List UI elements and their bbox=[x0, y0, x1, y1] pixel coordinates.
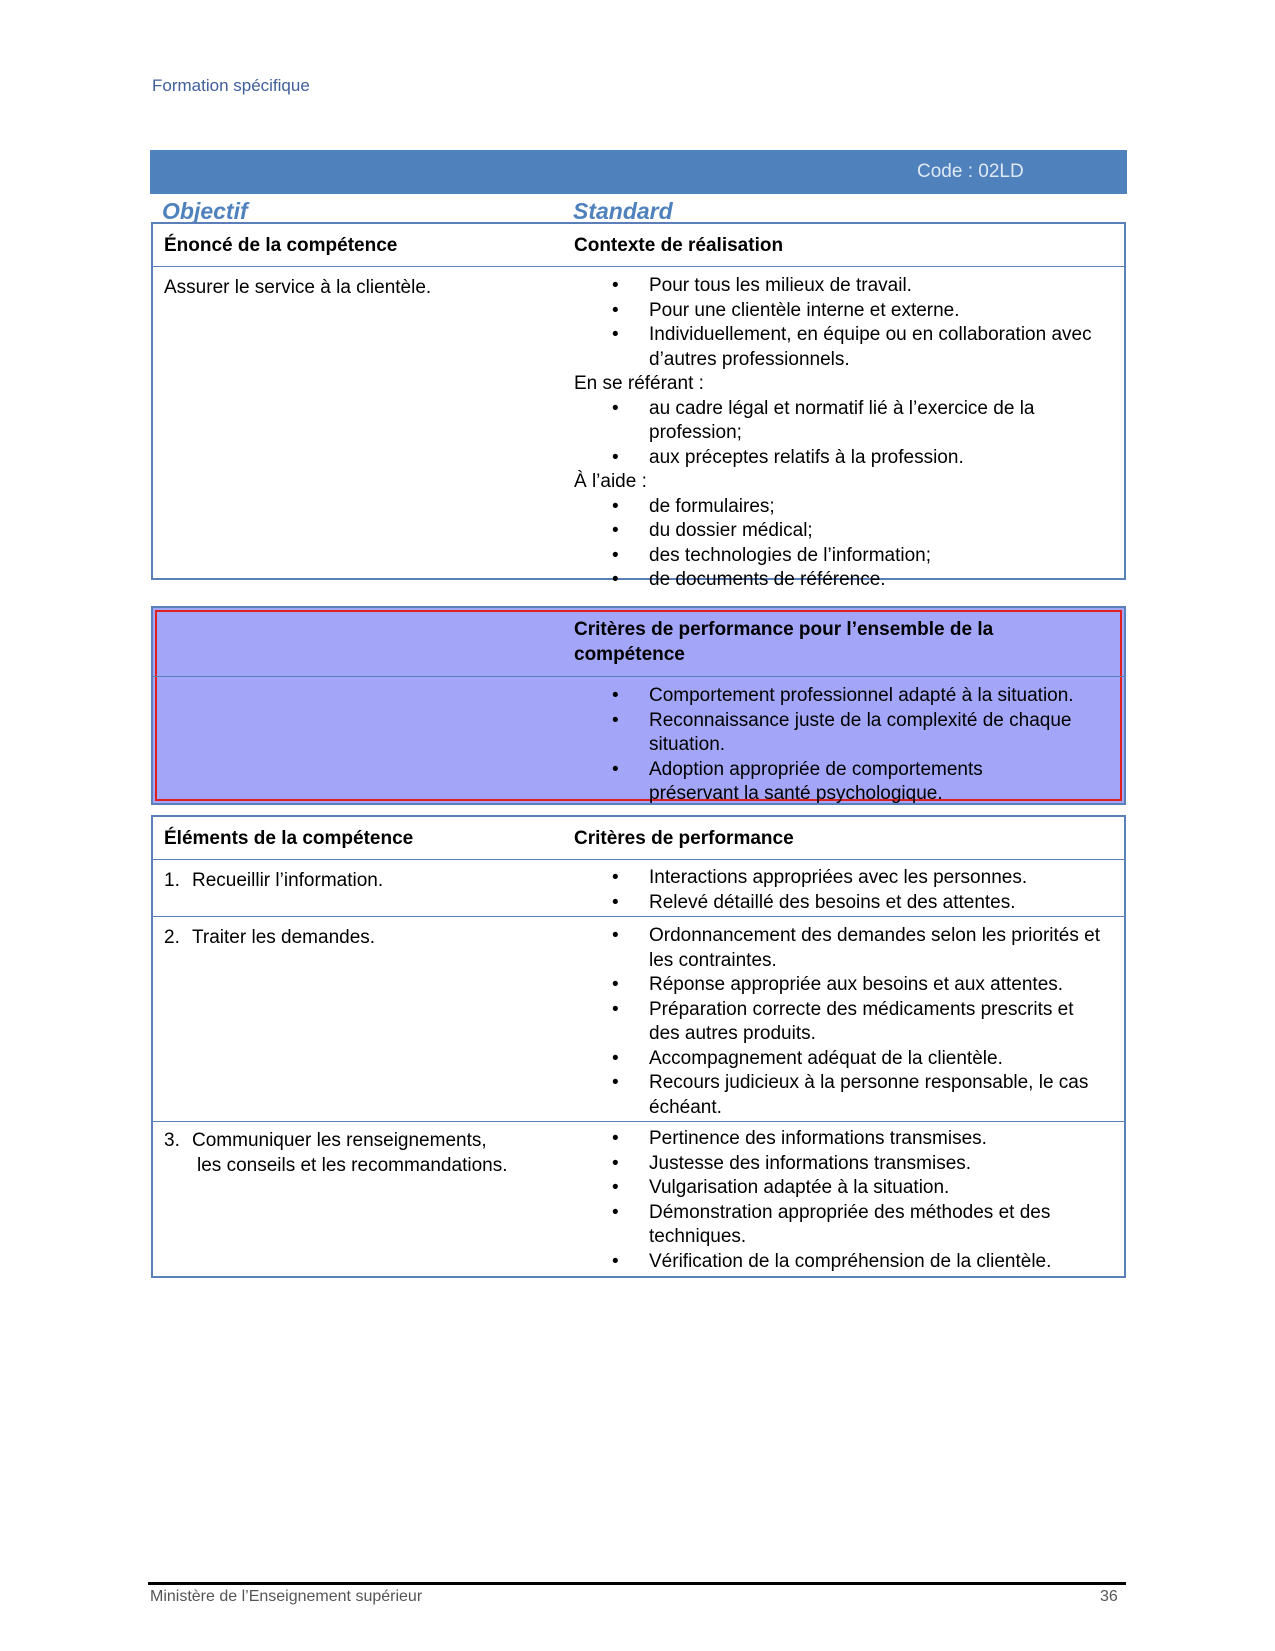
page-number: 36 bbox=[1100, 1588, 1118, 1605]
running-title: Formation spécifique bbox=[152, 76, 310, 95]
overall-performance-body bbox=[153, 677, 1124, 804]
list-item: • Démonstration appropriée des méthodes et des techniques. bbox=[574, 1201, 1104, 1250]
element-text-continued: les conseils et les recommandations. bbox=[197, 1154, 508, 1176]
element-number: 2. bbox=[164, 927, 180, 948]
list-item: • Réponse appropriée aux besoins et aux attentes. bbox=[574, 973, 1104, 998]
list-item: • Recours judicieux à la personne responsable, le cas échéant. bbox=[574, 1071, 1104, 1120]
elements-table bbox=[151, 815, 1126, 1278]
list-item: • Justesse des informations transmises. bbox=[574, 1152, 1104, 1177]
overall-criteria-cell bbox=[574, 684, 1074, 807]
criteria-list bbox=[574, 1127, 1104, 1274]
element-cell bbox=[164, 869, 383, 894]
list-item: • Comportement professionnel adapté à la situation. bbox=[574, 684, 1074, 709]
context-cell bbox=[574, 274, 1104, 593]
list-item: • Adoption appropriée de comportements préservant la santé psychologique. bbox=[574, 758, 1074, 807]
competence-table bbox=[151, 222, 1126, 590]
objective-heading: Objectif bbox=[162, 198, 248, 224]
list-item: • Ordonnancement des demandes selon les priorités et les contraintes. bbox=[574, 924, 1104, 973]
criteria-cell bbox=[574, 924, 1104, 1120]
list-item: • Relevé détaillé des besoins et des attentes. bbox=[574, 891, 1104, 916]
aide-list bbox=[574, 495, 1104, 593]
element-text: Recueillir l’information. bbox=[192, 870, 384, 891]
competence-table-body bbox=[153, 267, 1124, 590]
footer-ministry: Ministère de l’Enseignement supérieur bbox=[150, 1588, 423, 1605]
code-label: Code : 02LD bbox=[917, 161, 1024, 182]
list-item: • Vulgarisation adaptée à la situation. bbox=[574, 1176, 1104, 1201]
list-item: • Vérification de la compréhension de la clientèle. bbox=[574, 1250, 1104, 1275]
list-item: • de formulaires; bbox=[574, 495, 1104, 520]
criteria-cell bbox=[574, 866, 1104, 915]
overall-performance-heading: Critères de performance pour l’ensemble de la compétence bbox=[574, 619, 994, 665]
elements-heading: Éléments de la compétence bbox=[164, 828, 414, 849]
table-row bbox=[153, 860, 1124, 917]
list-item: • Pour tous les milieux de travail. bbox=[574, 274, 1104, 299]
context-heading: Contexte de réalisation bbox=[574, 235, 784, 256]
elements-table-header bbox=[153, 817, 1124, 860]
standard-heading: Standard bbox=[573, 198, 673, 224]
overall-performance-table bbox=[151, 606, 1126, 805]
element-number: 3. bbox=[164, 1130, 180, 1151]
list-item: • Reconnaissance juste de la complexité de chaque situation. bbox=[574, 709, 1074, 758]
element-text: Traiter les demandes. bbox=[192, 927, 376, 948]
referent-label: En se référant : bbox=[574, 373, 704, 394]
list-item: • Pour une clientèle interne et externe. bbox=[574, 299, 1104, 324]
context-list bbox=[574, 274, 1104, 372]
referent-list bbox=[574, 397, 1104, 471]
competence-statement: Assurer le service à la clientèle. bbox=[164, 277, 432, 298]
competence-table-header bbox=[153, 224, 1124, 267]
list-item: • de documents de référence. bbox=[574, 568, 1104, 593]
code-bar bbox=[150, 150, 1127, 194]
list-item: • au cadre légal et normatif lié à l’exercice de la profession; bbox=[574, 397, 1104, 446]
element-cell bbox=[164, 926, 375, 951]
table-row bbox=[153, 1122, 1124, 1278]
list-item: • des technologies de l’information; bbox=[574, 544, 1104, 569]
statement-heading: Énoncé de la compétence bbox=[164, 235, 398, 256]
criteria-list bbox=[574, 866, 1104, 915]
list-item: • Interactions appropriées avec les personnes. bbox=[574, 866, 1104, 891]
list-item: • Pertinence des informations transmises. bbox=[574, 1127, 1104, 1152]
aide-label: À l’aide : bbox=[574, 471, 647, 492]
element-cell bbox=[164, 1129, 507, 1178]
list-item: • du dossier médical; bbox=[574, 519, 1104, 544]
criteria-list bbox=[574, 924, 1104, 1120]
list-item: • aux préceptes relatifs à la profession. bbox=[574, 446, 1104, 471]
list-item: • Accompagnement adéquat de la clientèle. bbox=[574, 1047, 1104, 1072]
criteria-heading: Critères de performance bbox=[574, 828, 794, 849]
table-row bbox=[153, 917, 1124, 1122]
element-text: Communiquer les renseignements, bbox=[192, 1130, 487, 1151]
overall-performance-header bbox=[153, 608, 1124, 677]
footer-rule bbox=[148, 1582, 1126, 1585]
element-number: 1. bbox=[164, 870, 180, 891]
overall-criteria-list bbox=[574, 684, 1074, 807]
criteria-cell bbox=[574, 1127, 1104, 1274]
list-item: • Préparation correcte des médicaments prescrits et des autres produits. bbox=[574, 998, 1104, 1047]
list-item: • Individuellement, en équipe ou en collaboration avec d’autres professionnels. bbox=[574, 323, 1104, 372]
